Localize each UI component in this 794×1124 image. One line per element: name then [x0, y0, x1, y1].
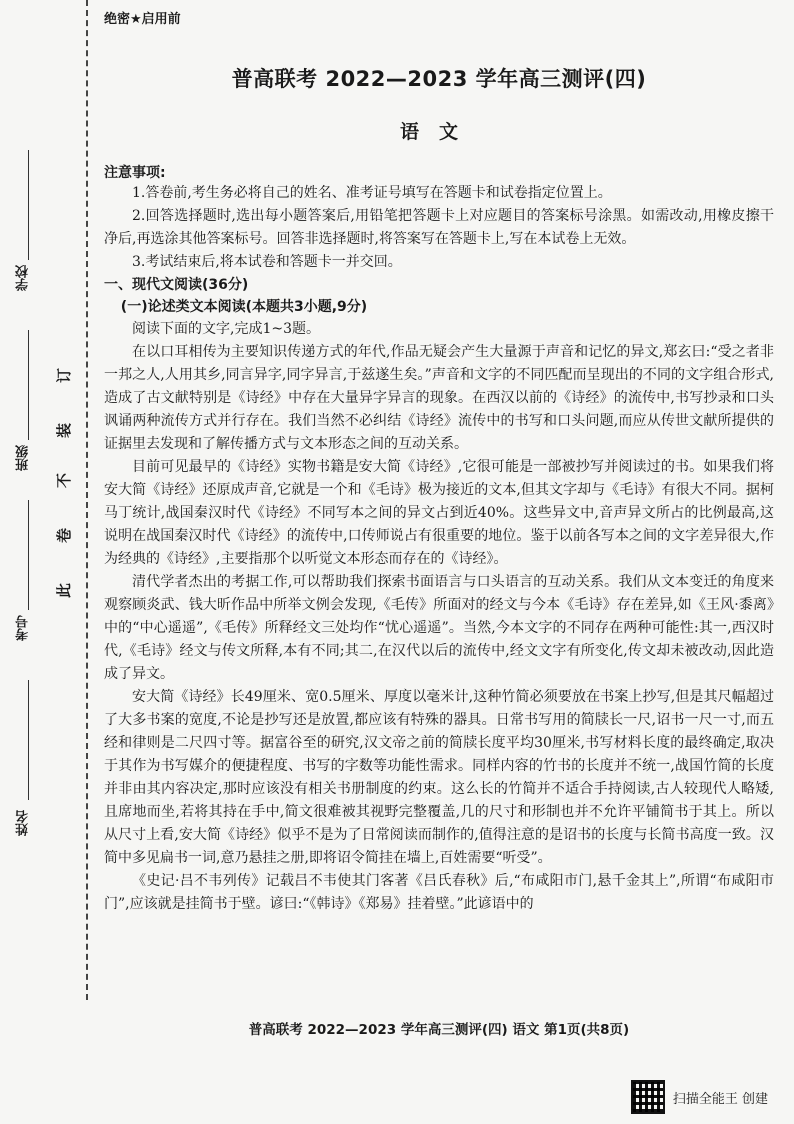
binding-char: 卷 [55, 527, 74, 544]
passage-paragraph: 安大简《诗经》长49厘米、宽0.5厘米、厚度以毫米计,这种竹简必须要放在书案上抄写,但是其尺幅超过了大多书案的宽度,不论是抄写还是放置,都应该有特殊的器具。日常书写用的简牍长一尺,诏书一尺一寸,而五经和律则是二尺四寸等。据富谷至的研究,汉文帝之前的简牍长度平均30厘米,书写材料长度的最终确定,取决于其作为书写媒介的便捷程度、书写的字数等功能性需求。同样内容的竹书的长度并不统一,战国竹简的长度并非由其内容决定,那时应该没有相关书册制度的约束。这么长的竹简并不适合手持阅读,古人较现代人略矮,且席地而坐,若将其持在手中,简文很难被其视野完整覆盖,几的尺寸和形制也并不允许平铺简书于其上。所以从尺寸上看,安大简《诗经》似乎不是为了日常阅读而制作的,值得注意的是诏书的长度与长简书高度一致。汉简中多见扁书一词,意乃悬挂之册,即将诏令简挂在墙上,百姓需要“听受”。 [104, 689, 774, 866]
binding-char: 此 [55, 582, 74, 599]
section-heading: 一、现代文阅读(36分) [104, 277, 249, 293]
binding-margin [0, 0, 100, 1000]
passage-paragraph: 目前可见最早的《诗经》实物书籍是安大简《诗经》,它很可能是一部被抄写并阅读过的书。如果我们将安大简《诗经》还原成声音,它就是一个和《毛诗》极为接近的文本,但其文字却与《毛诗》有很大不同。据柯马丁统计,战国秦汉时代《诗经》不同写本之间的异文占到近40%。这些异文中,音声异文所占的比例最高,这说明在战国秦汉时代《诗经》的流传中,口传师说占有很重要的地位。鉴于以前各写本之间的文字差异很大,作为经典的《诗经》,主要指那个以听觉文本形态而存在的《诗经》。 [104, 459, 774, 567]
binding-char: 订 [55, 367, 74, 384]
scanner-label: 扫描全能王 创建 [672, 1091, 768, 1107]
notice-heading: 注意事项: [104, 165, 166, 181]
binding-dashed-line [86, 0, 88, 1000]
class-label: 班级 [16, 445, 31, 471]
passage-paragraph: 《史记·吕不韦列传》记载吕不韦使其门客著《吕氏春秋》后,“布咸阳市门,悬千金其上”,所谓“布咸阳市门”,应该就是挂简书于壁。谚曰:“《韩诗》《郑易》挂着壁。”此谚语中的 [104, 873, 774, 912]
exam-title: 普高联考 2022—2023 学年高三测评(四) [231, 67, 647, 91]
passage-paragraph: 清代学者杰出的考据工作,可以帮助我们探索书面语言与口头语言的互动关系。我们从文本变迁的角度来观察顾炎武、钱大昕作品中所举文例会发现,《毛传》所面对的经文与今本《毛诗》存在差异,如《王风·黍离》中的“中心遥遥”,《毛传》所释经文三处均作“忧心遥遥”。当然,今本文字的不同存在两种可能性:其一,西汉时代,《毛诗》经文与传文所释,本有不同;其二,在汉代以后的流传中,经文文字有所变化,传文却未被改动,因此造成了异文。 [104, 574, 774, 682]
subject-title: 语文 [399, 121, 478, 143]
page-footer: 普高联考 2022—2023 学年高三测评(四) 语文 第1页(共8页) [248, 1022, 630, 1038]
exam-no-fill-line [28, 500, 29, 610]
page-content [104, 8, 774, 916]
notice-item: 1.答卷前,考生务必将自己的姓名、准考证号填写在答题卡和试卷指定位置上。 [132, 185, 612, 201]
exam-no-label: 考号 [16, 615, 31, 641]
name-fill-line [28, 680, 29, 800]
school-label: 学校 [16, 265, 31, 291]
secret-mark: 绝密★启用前 [104, 12, 181, 27]
passage-paragraph: 在以口耳相传为主要知识传递方式的年代,作品无疑会产生大量源于声音和记忆的异文,郑玄曰:“受之者非一邦之人,人用其乡,同言异字,同字异言,于兹遂生矣。”声音和文字的不同匹配而呈现出的不同的文字组合形式,造成了古文献特别是《诗经》中存在大量异字异言的现象。在西汉以前的《诗经》的流传中,书写抄录和口头讽诵两种流传方式并行存在。我们当然不必纠结《诗经》流传中的书写和口头问题,而应从传世文献所提供的证据里去发现和了解传播方式与文本形态之间的互动关系。 [104, 344, 774, 452]
school-fill-line [28, 150, 29, 260]
scanner-watermark [631, 1080, 768, 1114]
qr-code-icon [631, 1080, 665, 1114]
binding-char: 装 [55, 422, 74, 439]
notice-item: 3.考试结束后,将本试卷和答题卡一并交回。 [132, 254, 402, 270]
reading-instruction: 阅读下面的文字,完成1~3题。 [132, 321, 320, 337]
notice-item: 2.回答选择题时,选出每小题答案后,用铅笔把答题卡上对应题目的答案标号涂黑。如需改动,用橡皮擦干净后,再选涂其他答案标号。回答非选择题时,将答案写在答题卡上,写在本试卷上无效。 [104, 208, 774, 247]
binding-char: 不 [55, 472, 74, 489]
subsection-heading: (一)论述类文本阅读(本题共3小题,9分) [120, 299, 368, 315]
name-label: 姓名 [16, 810, 31, 836]
class-fill-line [28, 330, 29, 440]
